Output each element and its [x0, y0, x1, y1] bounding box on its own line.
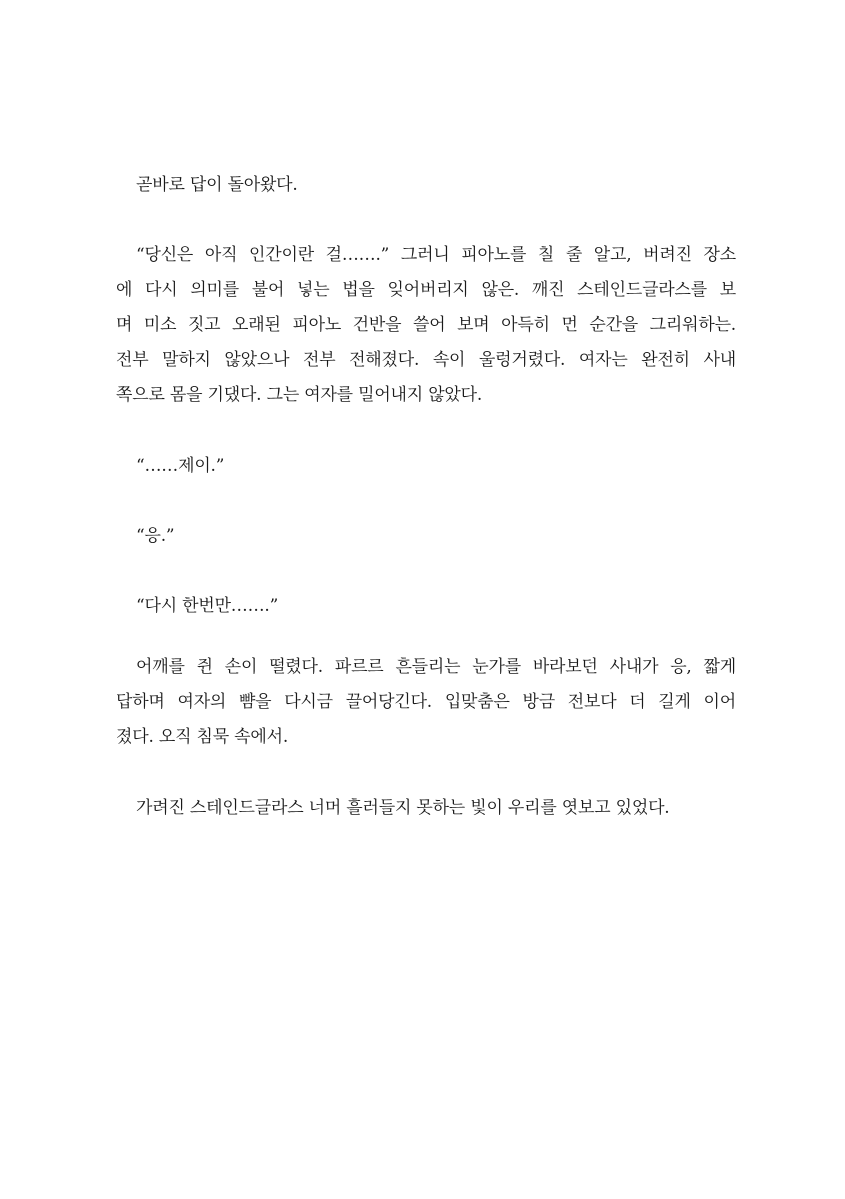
text-line: 어깨를 쥔 손이 떨렸다. 파르르 흔들리는 눈가를 바라보던 사내가 응, 짧게 — [136, 657, 736, 677]
paragraph-dialogue-yes — [116, 519, 736, 554]
paragraph-kiss — [116, 650, 736, 755]
text-line: 졌다. 오직 침묵 속에서. — [116, 727, 289, 747]
text-line: 며 미소 짓고 오래된 피아노 건반을 쓸어 보며 아득히 먼 순간을 그리워하는. — [116, 315, 736, 335]
text-line: 답하며 여자의 뺨을 다시금 끌어당긴다. 입맞춤은 방금 전보다 더 길게 이어 — [116, 692, 736, 712]
text-line: 쪽으로 몸을 기댔다. 그는 여자를 밀어내지 않았다. — [116, 385, 483, 405]
text-line: “당신은 아직 인간이란 걸…….” 그러니 피아노를 칠 줄 알고, 버려진 장소 — [136, 245, 736, 265]
text-line: “다시 한번만…….” — [136, 596, 279, 616]
text-line: “응.” — [136, 526, 175, 546]
paragraph-light — [116, 791, 736, 826]
text-line: 가려진 스테인드글라스 너머 흘러들지 못하는 빛이 우리를 엿보고 있었다. — [136, 798, 670, 818]
paragraph-dialogue-once-more — [116, 589, 736, 624]
paragraph-human — [116, 238, 736, 413]
text-line: “……제이.” — [136, 456, 225, 476]
text-line: 전부 말하지 않았으나 전부 전해졌다. 속이 울렁거렸다. 여자는 완전히 사내 — [116, 350, 736, 370]
text-line: 곧바로 답이 돌아왔다. — [136, 175, 298, 195]
paragraph-reply — [116, 168, 736, 203]
paragraph-dialogue-jay — [116, 449, 736, 484]
text-line: 에 다시 의미를 불어 넣는 법을 잊어버리지 않은. 깨진 스테인드글라스를 보 — [116, 280, 736, 300]
